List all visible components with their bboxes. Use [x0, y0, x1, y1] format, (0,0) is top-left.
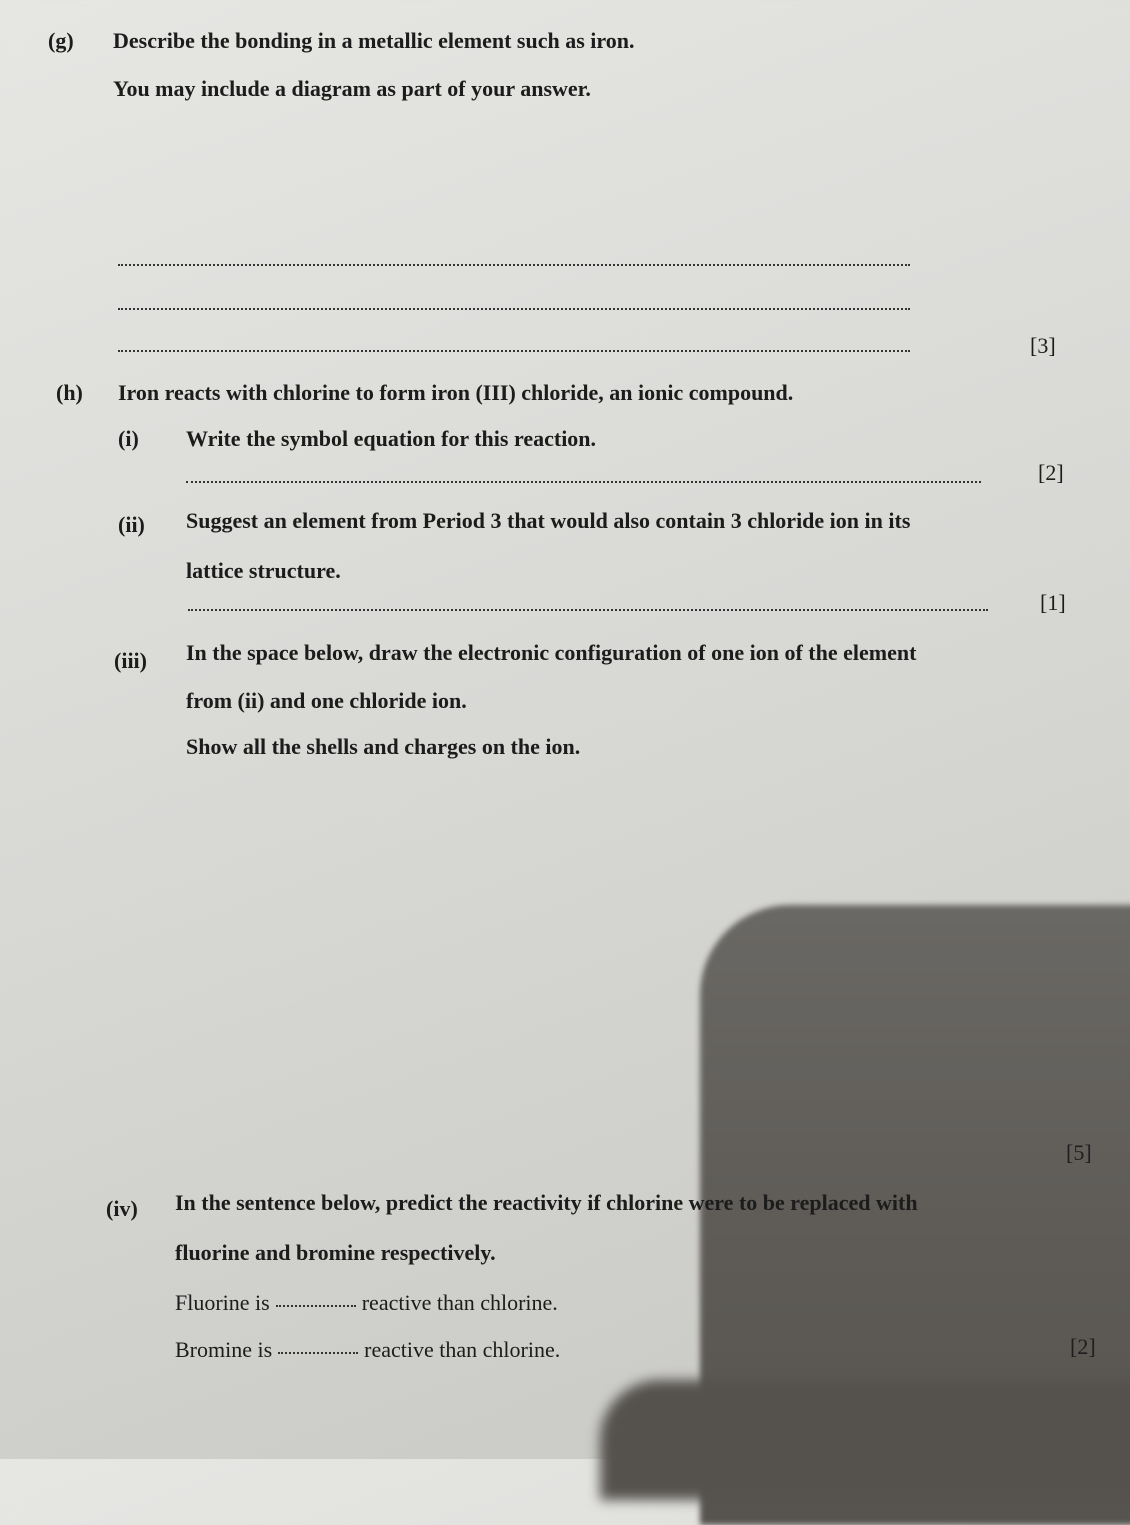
- question-h-intro: Iron reacts with chlorine to form iron (III) chloride, an ionic compound.: [118, 380, 794, 405]
- fluorine-sentence: [175, 1290, 558, 1316]
- question-h-ii-text-2: lattice structure.: [186, 558, 341, 583]
- answer-line-g-2: [118, 308, 910, 310]
- question-g-text: Describe the bonding in a metallic element such as iron.: [113, 28, 635, 53]
- question-g-mark: [3]: [1030, 333, 1056, 358]
- answer-line-g-3: [118, 350, 910, 352]
- question-h-iii-text-2: from (ii) and one chloride ion.: [186, 688, 467, 713]
- question-h-ii-mark: [1]: [1040, 590, 1066, 615]
- fluorine-sentence-end: reactive than chlorine.: [361, 1290, 558, 1315]
- fluorine-blank: [276, 1305, 356, 1307]
- answer-line-g-1: [118, 264, 910, 266]
- bromine-sentence-end: reactive than chlorine.: [364, 1337, 561, 1362]
- question-h-iii-text-1: In the space below, draw the electronic configuration of one ion of the element: [186, 640, 917, 665]
- question-h-ii-text-1: Suggest an element from Period 3 that would also contain 3 chloride ion in its: [186, 508, 911, 533]
- question-h-ii-label: (ii): [118, 512, 145, 537]
- question-g-hint: You may include a diagram as part of your answer.: [113, 76, 591, 101]
- question-h-iii-text-3: Show all the shells and charges on the ion.: [186, 734, 581, 759]
- question-h-i-label: (i): [118, 426, 139, 451]
- bromine-sentence-start: Bromine is: [175, 1337, 273, 1362]
- question-h-iv-label: (iv): [106, 1196, 138, 1221]
- bromine-sentence: [175, 1337, 560, 1363]
- question-h-iv-mark: [2]: [1070, 1334, 1096, 1359]
- bromine-blank: [278, 1352, 358, 1354]
- fluorine-sentence-start: Fluorine is: [175, 1290, 270, 1315]
- question-h-iii-mark: [5]: [1066, 1140, 1092, 1165]
- question-g-label: (g): [48, 28, 74, 53]
- question-h-iii-label: (iii): [114, 648, 147, 673]
- question-h-i-mark: [2]: [1038, 460, 1064, 485]
- question-h-label: (h): [56, 380, 83, 405]
- answer-line-h-i: [186, 481, 981, 483]
- hand-shadow-lower: [600, 1380, 1130, 1500]
- question-h-i-text: Write the symbol equation for this reaction.: [186, 426, 597, 451]
- answer-line-h-ii: [188, 609, 988, 611]
- question-h-iv-text-1: In the sentence below, predict the reactivity if chlorine were to be replaced with: [175, 1190, 918, 1215]
- question-h-iv-text-2: fluorine and bromine respectively.: [175, 1240, 496, 1265]
